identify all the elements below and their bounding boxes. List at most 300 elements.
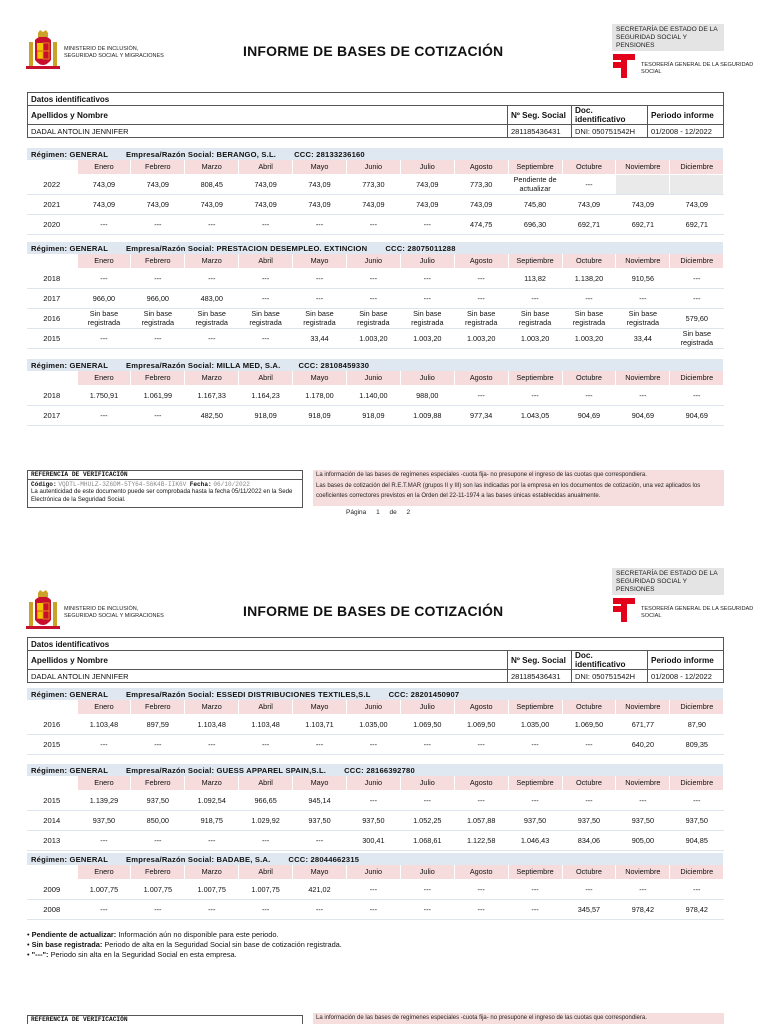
table-row: [27, 405, 724, 425]
table-row: [27, 214, 724, 234]
base-value-cell: 918,09: [346, 405, 400, 425]
base-value-cell: 937,50: [508, 810, 562, 830]
month-header: Enero: [77, 776, 131, 790]
base-value-cell: 937,50: [670, 810, 724, 830]
base-value-cell: ---: [562, 790, 616, 810]
month-header: Febrero: [131, 160, 185, 174]
base-value-cell: ---: [616, 879, 670, 899]
month-header: Abril: [239, 371, 293, 385]
year-cell: 2021: [27, 194, 77, 214]
base-value-cell: ---: [400, 899, 454, 919]
base-value-cell: 937,50: [77, 810, 131, 830]
month-header: Julio: [400, 254, 454, 268]
base-value-cell: ---: [131, 734, 185, 754]
base-value-cell: 1.750,91: [77, 385, 131, 405]
base-value-cell: ---: [131, 405, 185, 425]
bases-table: [27, 148, 724, 235]
base-value-cell: 1.092,54: [185, 790, 239, 810]
year-cell: 2018: [27, 385, 77, 405]
year-cell: 2016: [27, 714, 77, 734]
document-title: INFORME DE BASES DE COTIZACIÓN: [243, 43, 504, 59]
base-value-cell: 1.003,20: [562, 328, 616, 348]
notes-box-2: [313, 1013, 724, 1024]
identification-section-label: Datos identificativos: [28, 93, 724, 106]
base-value-cell: 834,06: [562, 830, 616, 850]
identification-section-label: Datos identificativos: [28, 638, 724, 651]
base-value-cell: 1.069,50: [454, 714, 508, 734]
base-value-cell: 692,71: [670, 214, 724, 234]
month-header: Agosto: [454, 776, 508, 790]
month-header: Octubre: [562, 700, 616, 714]
doc-number: DNI: 050751542H: [572, 670, 648, 683]
base-value-cell: 918,09: [293, 405, 347, 425]
bases-table: [27, 359, 724, 426]
base-value-cell: 1.103,48: [77, 714, 131, 734]
person-name: DADAL ANTOLIN JENNIFER: [28, 670, 508, 683]
base-value-cell: ---: [77, 734, 131, 754]
base-value-cell: 87,90: [670, 714, 724, 734]
base-value-cell: 1.138,20: [562, 268, 616, 288]
base-value-cell: ---: [454, 288, 508, 308]
base-value-cell: ---: [508, 899, 562, 919]
identification-table: [27, 92, 724, 138]
month-header: Noviembre: [616, 371, 670, 385]
ccc-label: CCC: 28201450907: [388, 689, 460, 699]
month-header: Julio: [400, 776, 454, 790]
table-row: [27, 288, 724, 308]
base-value-cell: ---: [131, 214, 185, 234]
secretaria-label: SECRETARÍA DE ESTADO DE LA SEGURIDAD SOCIAL Y PENSIONES: [612, 24, 724, 51]
month-header: Diciembre: [670, 160, 724, 174]
period-label: Periodo informe: [648, 651, 724, 670]
base-value-cell: 966,00: [77, 288, 131, 308]
table-row: [27, 899, 724, 919]
month-header: Marzo: [185, 371, 239, 385]
base-value-cell: ---: [293, 288, 347, 308]
page-separator: [0, 525, 768, 560]
base-value-cell: ---: [562, 385, 616, 405]
base-value-cell: 988,00: [400, 385, 454, 405]
base-value-cell: ---: [77, 214, 131, 234]
base-value-cell: 910,56: [616, 268, 670, 288]
doc-label: Doc. identificativo: [572, 106, 648, 125]
base-value-cell: ---: [508, 734, 562, 754]
base-value-cell: 1.009,88: [400, 405, 454, 425]
month-header: Diciembre: [670, 865, 724, 879]
ccc-label: CCC: 28133236160: [294, 149, 365, 159]
regimen-label: Régimen: GENERAL: [31, 149, 109, 159]
base-value-cell: 743,09: [239, 174, 293, 194]
base-value-cell: ---: [400, 734, 454, 754]
month-header: Agosto: [454, 254, 508, 268]
base-value-cell: 809,35: [670, 734, 724, 754]
base-value-cell: 1.069,50: [562, 714, 616, 734]
pager-label: Página: [346, 509, 367, 516]
base-value-cell: ---: [670, 288, 724, 308]
base-value-cell: ---: [400, 288, 454, 308]
base-value-cell: ---: [454, 268, 508, 288]
year-cell: 2014: [27, 810, 77, 830]
base-value-cell: Sin base registrada: [400, 308, 454, 328]
base-value-cell: Sin base registrada: [670, 328, 724, 348]
base-value-cell: 1.043,05: [508, 405, 562, 425]
base-value-cell: 897,59: [131, 714, 185, 734]
base-value-cell: 808,45: [185, 174, 239, 194]
month-header: Febrero: [131, 865, 185, 879]
base-value-cell: 1.069,50: [400, 714, 454, 734]
year-cell: 2017: [27, 288, 77, 308]
month-header: Agosto: [454, 371, 508, 385]
base-value-cell: 33,44: [616, 328, 670, 348]
month-header: Septiembre: [508, 865, 562, 879]
base-value-cell: ---: [293, 899, 347, 919]
base-value-cell: Sin base registrada: [454, 308, 508, 328]
month-header: Junio: [346, 254, 400, 268]
year-cell: 2020: [27, 214, 77, 234]
base-value-cell: ---: [454, 879, 508, 899]
base-value-cell: 113,82: [508, 268, 562, 288]
empresa-label: Empresa/Razón Social: BADABE, S.A.: [126, 854, 271, 864]
month-header: Agosto: [454, 700, 508, 714]
base-value-cell: 1.003,20: [508, 328, 562, 348]
base-value-cell: Sin base registrada: [562, 308, 616, 328]
base-value-cell: ---: [616, 288, 670, 308]
month-header: Mayo: [293, 160, 347, 174]
base-value-cell: ---: [185, 268, 239, 288]
identification-table: [27, 637, 724, 683]
base-value-cell: 1.164,23: [239, 385, 293, 405]
base-value-cell: ---: [131, 328, 185, 348]
base-value-cell: 1.007,75: [131, 879, 185, 899]
regimen-label: Régimen: GENERAL: [31, 854, 109, 864]
base-value-cell: ---: [400, 790, 454, 810]
base-value-cell: ---: [670, 268, 724, 288]
month-header: Octubre: [562, 865, 616, 879]
ss-number: 281185436431: [508, 670, 572, 683]
ccc-label: CCC: 28166392780: [344, 765, 415, 775]
base-value-cell: 937,50: [293, 810, 347, 830]
pager-current: 1: [376, 509, 380, 516]
base-value-cell: 904,69: [670, 405, 724, 425]
month-header: Septiembre: [508, 371, 562, 385]
base-value-cell: ---: [239, 288, 293, 308]
ss-label: Nº Seg. Social: [508, 106, 572, 125]
base-value-cell: 33,44: [293, 328, 347, 348]
base-value-cell: 743,09: [131, 174, 185, 194]
name-label: Apellidos y Nombre: [28, 651, 508, 670]
base-value-cell: 743,09: [346, 194, 400, 214]
base-value-cell: 743,09: [77, 174, 131, 194]
regimen-header: [27, 764, 724, 776]
base-value-cell: ---: [346, 268, 400, 288]
base-value-cell: 1.052,25: [400, 810, 454, 830]
year-column-header: [27, 254, 77, 268]
month-header: Febrero: [131, 700, 185, 714]
tesoreria-label: TESORERÍA GENERAL DE LA SEGURIDAD SOCIAL: [641, 606, 754, 619]
year-cell: 2022: [27, 174, 77, 194]
empresa-label: Empresa/Razón Social: MILLA MED, S.A.: [126, 360, 281, 370]
year-cell: 2013: [27, 830, 77, 850]
table-row: [27, 714, 724, 734]
base-value-cell: 945,14: [293, 790, 347, 810]
regimen-label: Régimen: GENERAL: [31, 689, 109, 699]
base-value-cell: [616, 174, 670, 194]
year-column-header: [27, 776, 77, 790]
base-value-cell: 345,57: [562, 899, 616, 919]
empresa-label: Empresa/Razón Social: BERANGO, S.L.: [126, 149, 277, 159]
note-2: Las bases de cotización del R.E.T.MAR (grupos II y III) son las indicadas por la empresa en los documentos de cotización, una vez aplicados los coeficientes correctores previstos en la Orden del 22-11-1974 a las bases únicas establecidas anualmente.: [316, 483, 701, 499]
base-value-cell: ---: [239, 214, 293, 234]
base-value-cell: 850,00: [131, 810, 185, 830]
base-value-cell: 978,42: [616, 899, 670, 919]
table-row: [27, 174, 724, 194]
regimen-label: Régimen: GENERAL: [31, 360, 109, 370]
year-cell: 2009: [27, 879, 77, 899]
base-value-cell: ---: [454, 899, 508, 919]
base-value-cell: 918,09: [239, 405, 293, 425]
regimen-header: [27, 853, 724, 865]
table-row: [27, 268, 724, 288]
pager-of: de: [389, 509, 397, 516]
base-value-cell: ---: [239, 734, 293, 754]
base-value-cell: 1.007,75: [239, 879, 293, 899]
base-value-cell: ---: [131, 830, 185, 850]
person-name: DADAL ANTOLIN JENNIFER: [28, 125, 508, 138]
note-1: La información de las bases de regímenes especiales -cuota fija- no presupone el ingreso de las cuotas que correspondiera.: [316, 1015, 647, 1021]
report-period: 01/2008 - 12/2022: [648, 125, 724, 138]
base-value-cell: 474,75: [454, 214, 508, 234]
bases-table: [27, 764, 724, 851]
month-header: Junio: [346, 700, 400, 714]
base-value-cell: 640,20: [616, 734, 670, 754]
base-value-cell: ---: [239, 830, 293, 850]
verification-box: [27, 470, 303, 508]
month-header: Enero: [77, 700, 131, 714]
year-cell: 2017: [27, 405, 77, 425]
base-value-cell: 1.103,48: [185, 714, 239, 734]
base-value-cell: 1.103,48: [239, 714, 293, 734]
base-value-cell: 692,71: [616, 214, 670, 234]
base-value-cell: 1.007,75: [185, 879, 239, 899]
month-header: Octubre: [562, 776, 616, 790]
base-value-cell: ---: [454, 385, 508, 405]
document-header: [0, 0, 768, 88]
base-value-cell: ---: [239, 899, 293, 919]
base-value-cell: 483,00: [185, 288, 239, 308]
bases-table: [27, 853, 724, 920]
regimen-label: Régimen: GENERAL: [31, 243, 109, 253]
month-header: Octubre: [562, 160, 616, 174]
month-header: Enero: [77, 371, 131, 385]
ss-label: Nº Seg. Social: [508, 651, 572, 670]
base-value-cell: ---: [77, 405, 131, 425]
regimen-header: [27, 242, 724, 254]
year-cell: 2015: [27, 790, 77, 810]
month-header: Julio: [400, 371, 454, 385]
month-header: Julio: [400, 865, 454, 879]
base-value-cell: 696,30: [508, 214, 562, 234]
base-value-cell: ---: [293, 830, 347, 850]
regimen-header: [27, 359, 724, 371]
month-header: Marzo: [185, 160, 239, 174]
base-value-cell: ---: [293, 734, 347, 754]
base-value-cell: ---: [185, 734, 239, 754]
base-value-cell: 743,09: [77, 194, 131, 214]
base-value-cell: ---: [346, 734, 400, 754]
base-value-cell: 743,09: [293, 174, 347, 194]
base-value-cell: ---: [239, 268, 293, 288]
table-row: [27, 385, 724, 405]
page-indicator: [346, 509, 418, 516]
base-value-cell: 692,71: [562, 214, 616, 234]
base-value-cell: 300,41: [346, 830, 400, 850]
month-header: Marzo: [185, 865, 239, 879]
base-value-cell: ---: [616, 790, 670, 810]
base-value-cell: 743,09: [454, 194, 508, 214]
legend: [27, 930, 342, 960]
base-value-cell: ---: [508, 790, 562, 810]
base-value-cell: 1.035,00: [508, 714, 562, 734]
base-value-cell: 743,09: [185, 194, 239, 214]
month-header: Mayo: [293, 371, 347, 385]
name-label: Apellidos y Nombre: [28, 106, 508, 125]
base-value-cell: 905,00: [616, 830, 670, 850]
base-value-cell: 1.003,20: [400, 328, 454, 348]
base-value-cell: Sin base registrada: [239, 308, 293, 328]
month-header: Marzo: [185, 700, 239, 714]
base-value-cell: 918,75: [185, 810, 239, 830]
base-value-cell: 978,42: [670, 899, 724, 919]
base-value-cell: 1.068,61: [400, 830, 454, 850]
verification-note: La autenticidad de este documento puede ser comprobada hasta la fecha 05/11/2022 en la Sede Electrónica de la Seguridad Social.: [31, 488, 293, 503]
year-cell: 2016: [27, 308, 77, 328]
document-header-2: [0, 560, 768, 648]
base-value-cell: 904,69: [616, 405, 670, 425]
base-value-cell: 773,30: [454, 174, 508, 194]
base-value-cell: 671,77: [616, 714, 670, 734]
base-value-cell: 1.046,43: [508, 830, 562, 850]
base-value-cell: ---: [670, 790, 724, 810]
base-value-cell: ---: [400, 879, 454, 899]
table-row: [27, 194, 724, 214]
base-value-cell: 482,50: [185, 405, 239, 425]
month-header: Septiembre: [508, 254, 562, 268]
month-header: Febrero: [131, 371, 185, 385]
base-value-cell: ---: [400, 268, 454, 288]
base-value-cell: 937,50: [616, 810, 670, 830]
month-header: Octubre: [562, 254, 616, 268]
base-value-cell: 1.122,58: [454, 830, 508, 850]
month-header: Enero: [77, 865, 131, 879]
base-value-cell: ---: [508, 879, 562, 899]
year-column-header: [27, 160, 77, 174]
base-value-cell: ---: [562, 879, 616, 899]
base-value-cell: Sin base registrada: [346, 308, 400, 328]
base-value-cell: Sin base registrada: [293, 308, 347, 328]
month-header: Octubre: [562, 371, 616, 385]
regimen-label: Régimen: GENERAL: [31, 765, 109, 775]
base-value-cell: Sin base registrada: [77, 308, 131, 328]
empresa-label: Empresa/Razón Social: ESSEDI DISTRIBUCIONES TEXTILES,S.L: [126, 689, 371, 699]
base-value-cell: ---: [77, 899, 131, 919]
base-value-cell: 421,02: [293, 879, 347, 899]
verification-code: VQDTL-MHULZ-3Z6DM-5TY64-S6K4B-IIK6V: [58, 480, 187, 488]
document-title: INFORME DE BASES DE COTIZACIÓN: [243, 603, 504, 619]
base-value-cell: 579,60: [670, 308, 724, 328]
year-cell: 2018: [27, 268, 77, 288]
base-value-cell: Pendiente de actualizar: [508, 174, 562, 194]
base-value-cell: ---: [346, 899, 400, 919]
base-value-cell: 977,34: [454, 405, 508, 425]
table-row: [27, 328, 724, 348]
base-value-cell: 904,69: [562, 405, 616, 425]
base-value-cell: ---: [293, 268, 347, 288]
secretaria-label: SECRETARÍA DE ESTADO DE LA SEGURIDAD SOCIAL Y PENSIONES: [612, 568, 724, 595]
bases-table: [27, 688, 724, 755]
code-label: Código:: [31, 480, 57, 488]
base-value-cell: Sin base registrada: [508, 308, 562, 328]
base-value-cell: 1.029,92: [239, 810, 293, 830]
regimen-header: [27, 688, 724, 700]
base-value-cell: ---: [346, 288, 400, 308]
table-row: [27, 734, 724, 754]
month-header: Marzo: [185, 254, 239, 268]
base-value-cell: 1.061,99: [131, 385, 185, 405]
year-cell: 2015: [27, 328, 77, 348]
base-value-cell: 743,09: [239, 194, 293, 214]
base-value-cell: ---: [346, 790, 400, 810]
year-column-header: [27, 865, 77, 879]
bases-table: [27, 242, 724, 349]
base-value-cell: 773,30: [346, 174, 400, 194]
period-label: Periodo informe: [648, 106, 724, 125]
doc-number: DNI: 050751542H: [572, 125, 648, 138]
base-value-cell: 743,09: [400, 194, 454, 214]
base-value-cell: 1.167,33: [185, 385, 239, 405]
year-column-header: [27, 371, 77, 385]
note-1: La información de las bases de regímenes especiales -cuota fija- no presupone el ingreso de las cuotas que correspondiera.: [316, 472, 647, 478]
month-header: Septiembre: [508, 160, 562, 174]
month-header: Mayo: [293, 254, 347, 268]
month-header: Agosto: [454, 160, 508, 174]
month-header: Noviembre: [616, 700, 670, 714]
base-value-cell: 743,09: [616, 194, 670, 214]
legend-item-no-alta: • "---": Periodo sin alta en la Seguridad Social en esta empresa.: [27, 950, 237, 959]
base-value-cell: 937,50: [562, 810, 616, 830]
base-value-cell: 1.007,75: [77, 879, 131, 899]
year-cell: 2008: [27, 899, 77, 919]
base-value-cell: ---: [562, 734, 616, 754]
month-header: Abril: [239, 160, 293, 174]
month-header: Febrero: [131, 776, 185, 790]
base-value-cell: 1.103,71: [293, 714, 347, 734]
ss-number: 281185436431: [508, 125, 572, 138]
base-value-cell: ---: [616, 385, 670, 405]
month-header: Septiembre: [508, 700, 562, 714]
month-header: Mayo: [293, 776, 347, 790]
month-header: Agosto: [454, 865, 508, 879]
table-row: [27, 879, 724, 899]
base-value-cell: ---: [185, 214, 239, 234]
base-value-cell: Sin base registrada: [185, 308, 239, 328]
pager-total: 2: [406, 509, 411, 516]
base-value-cell: ---: [670, 385, 724, 405]
month-header: Septiembre: [508, 776, 562, 790]
month-header: Diciembre: [670, 776, 724, 790]
base-value-cell: 745,80: [508, 194, 562, 214]
base-value-cell: 1.057,88: [454, 810, 508, 830]
base-value-cell: Sin base registrada: [616, 308, 670, 328]
